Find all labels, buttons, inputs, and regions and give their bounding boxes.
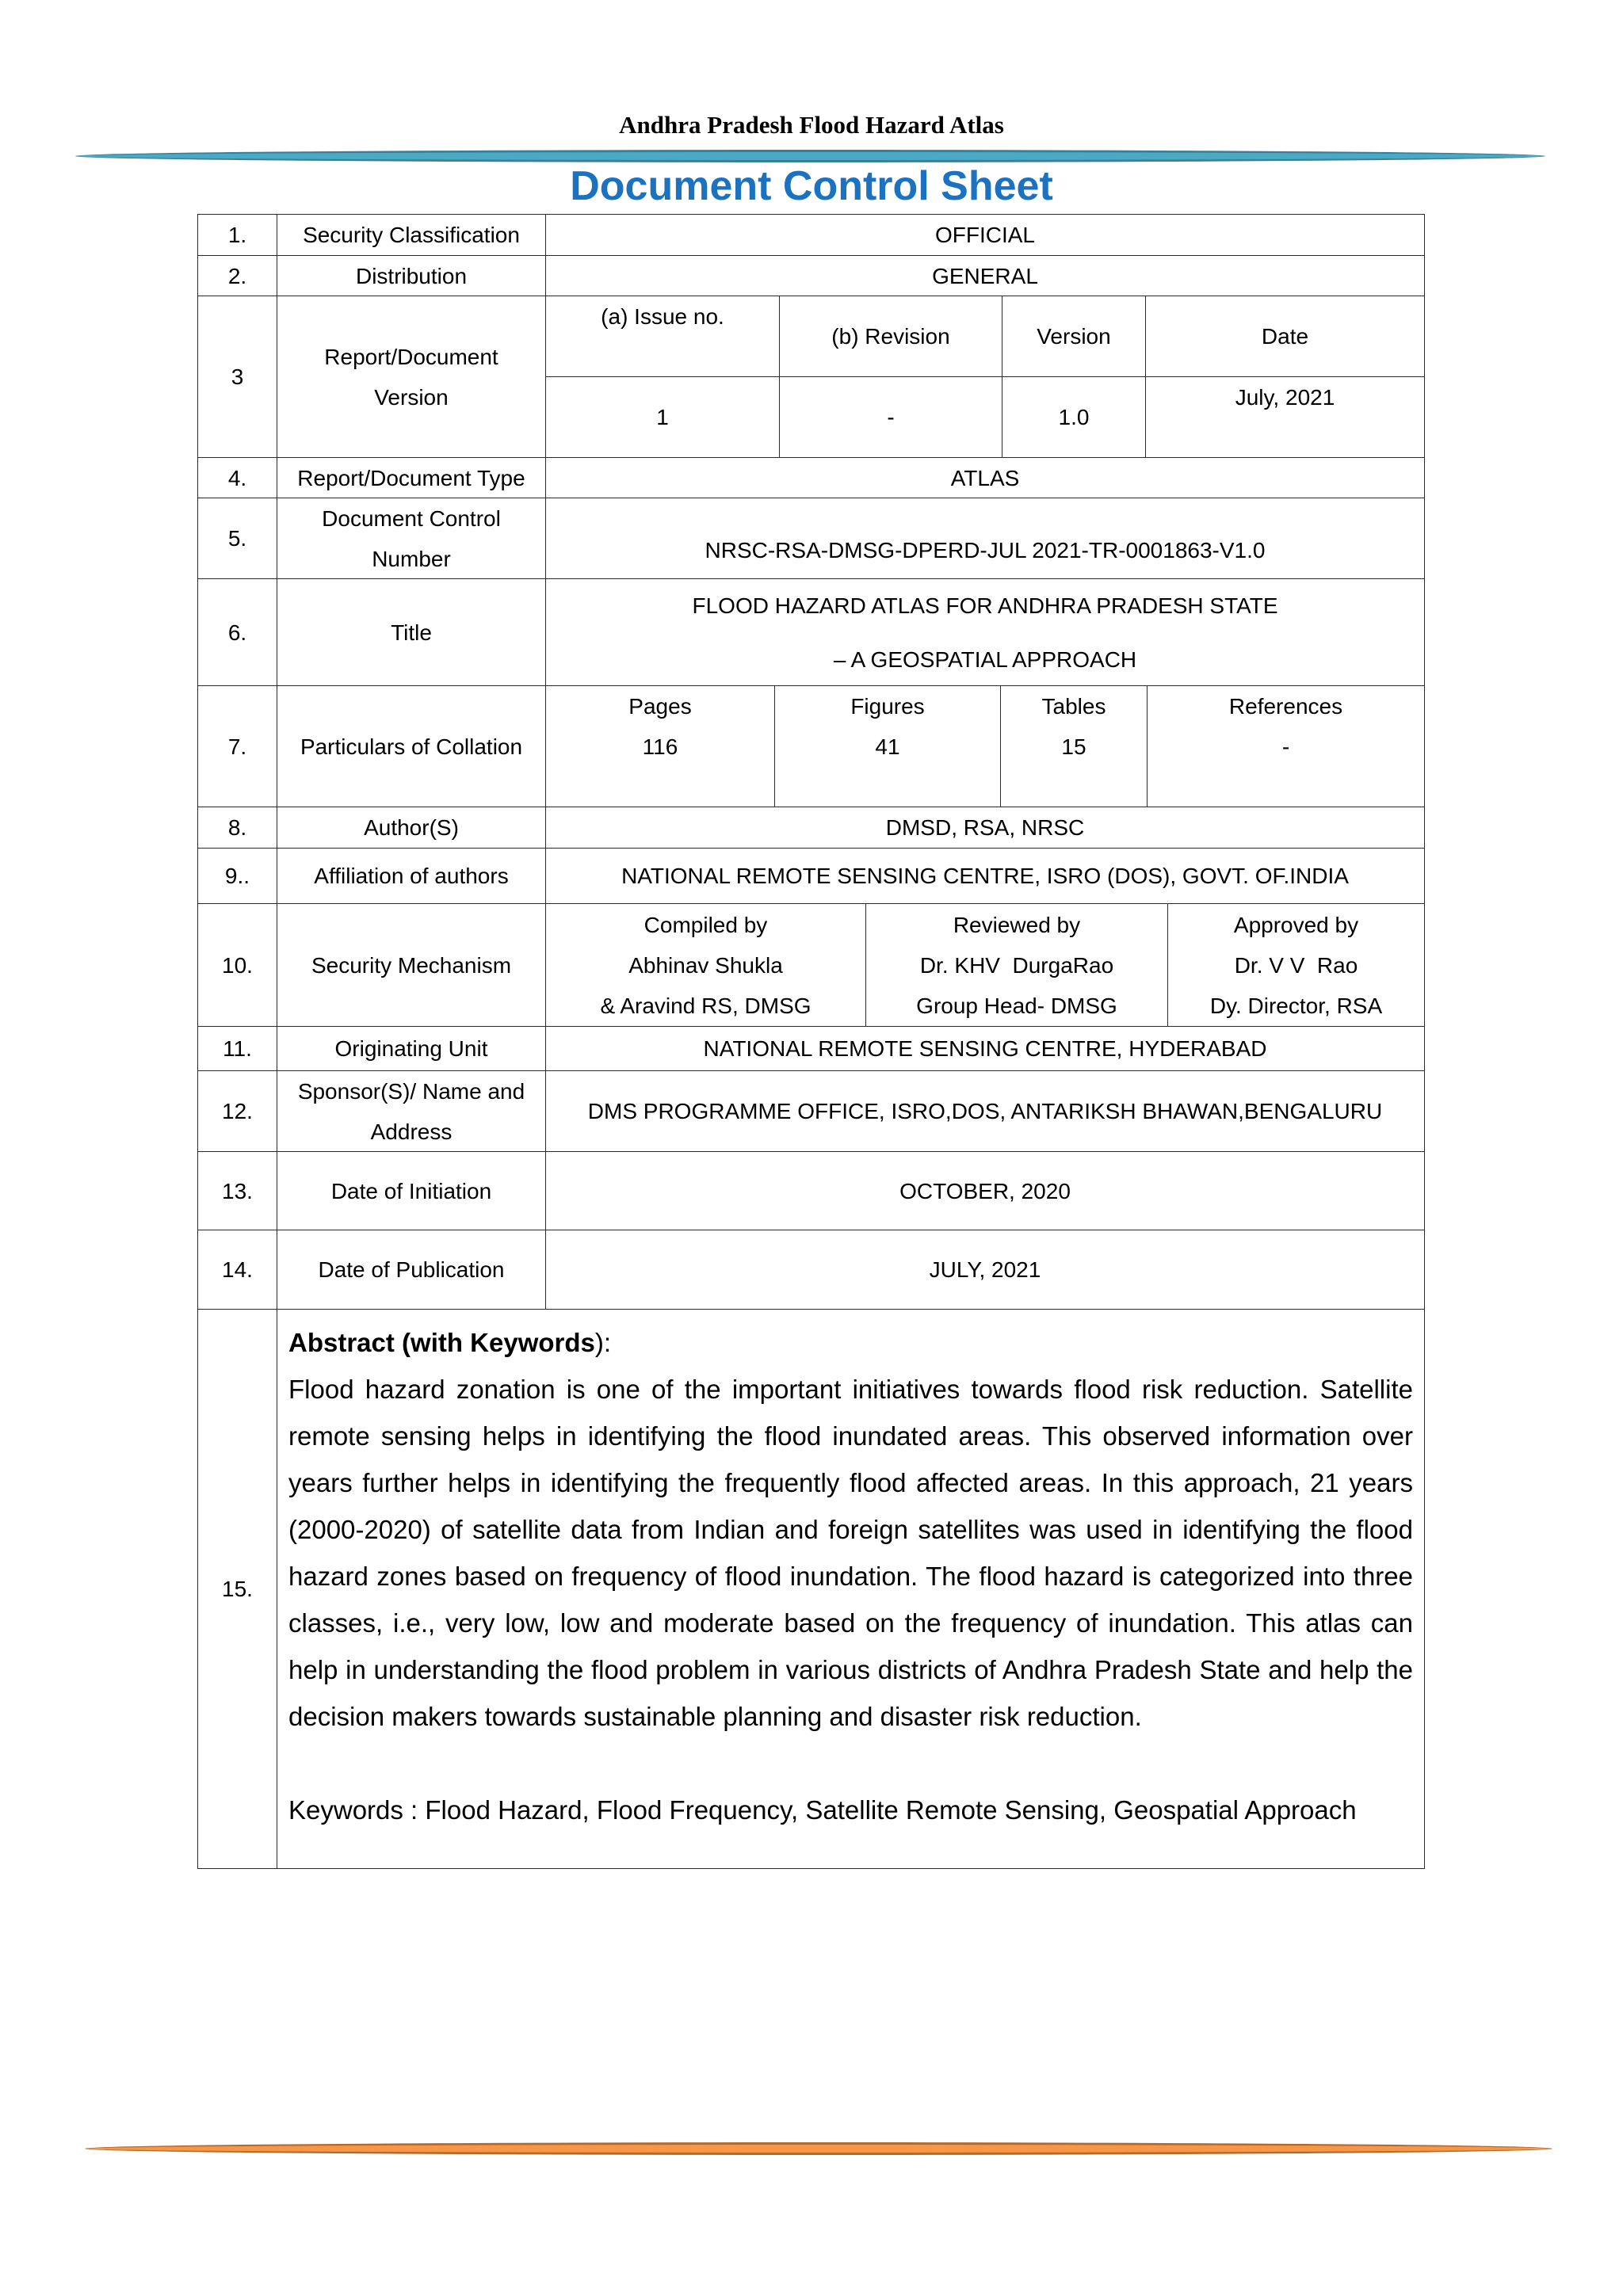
row-number: 11. (197, 1026, 277, 1071)
version-header: Version (1002, 296, 1146, 377)
reviewer-detail: Group Head- DMSG (916, 993, 1117, 1018)
authors-value: DMSD, RSA, NRSC (545, 807, 1425, 849)
row-label: Author(S) (277, 807, 546, 849)
row-number: 10. (197, 903, 277, 1027)
row-label (277, 1070, 546, 1152)
row-label-line: Address (370, 1119, 453, 1144)
date-of-initiation-value: OCTOBER, 2020 (545, 1151, 1425, 1230)
pages-value: 116 (642, 734, 678, 759)
tables-cell (1000, 685, 1148, 807)
abstract-heading-text: Abstract (with Keywords (288, 1328, 595, 1357)
row-number: 4. (197, 457, 277, 498)
tables-value: 15 (1061, 734, 1086, 759)
row-label-line: Document Control (322, 505, 501, 531)
row-label: Date of Publication (277, 1230, 546, 1310)
affiliation-value: NATIONAL REMOTE SENSING CENTRE, ISRO (DOS), GOVT. OF.INDIA (545, 848, 1425, 904)
row-number: 5. (197, 498, 277, 579)
security-classification-value: OFFICIAL (545, 214, 1425, 256)
figures-value: 41 (875, 734, 900, 759)
row-number: 13. (197, 1151, 277, 1230)
document-control-number-value: NRSC-RSA-DMSG-DPERD-JUL 2021-TR-0001863-V1.0 (545, 498, 1425, 579)
row-label: Report/Document Type (277, 457, 546, 498)
row-label: Distribution (277, 255, 546, 296)
row-label-line: Sponsor(S)/ Name and (297, 1078, 525, 1104)
abstract-text: Flood hazard zonation is one of the important initiatives towards flood risk reduction. Satellite remote sensing helps in identifying the flood inundated areas. This observed information over years further helps in identifying the frequently flood affected areas. In this approach, 21 years (2000-2020) of satellite data from Indian and foreign satellites was used in identifying the flood hazard zones based on frequency of flood inundation. The flood hazard is categorized into three classes, i.e., very low, low and moderate based on the frequency of inundation. This atlas can help in understanding the flood problem in various districts of Andhra Pradesh State and help the decision makers towards sustainable planning and disaster risk reduction. (288, 1375, 1413, 1731)
row-number: 7. (197, 685, 277, 807)
abstract-heading (288, 1319, 611, 1366)
revision-header: (b) Revision (779, 296, 1002, 377)
issue-no-header: (a) Issue no. (545, 296, 780, 377)
row-number: 15. (197, 1309, 277, 1869)
revision-value: - (779, 376, 1002, 458)
document-title-value (545, 578, 1425, 686)
row-number: 1. (197, 214, 277, 256)
title-line: – A GEOSPATIAL APPROACH (833, 647, 1137, 672)
row-number: 3 (197, 296, 277, 458)
approver-detail: Dy. Director, RSA (1209, 993, 1383, 1018)
figures-header: Figures (850, 694, 925, 719)
running-header: Andhra Pradesh Flood Hazard Atlas (619, 111, 1004, 139)
row-label-line: Report/Document (324, 344, 498, 369)
references-header: References (1228, 694, 1343, 719)
row-label (277, 296, 546, 458)
pages-header: Pages (628, 694, 692, 719)
compiler-detail: & Aravind RS, DMSG (600, 993, 812, 1018)
references-value: - (1281, 734, 1290, 759)
compiled-by-label: Compiled by (643, 912, 768, 937)
date-value: July, 2021 (1145, 376, 1425, 458)
reviewed-by-label: Reviewed by (953, 912, 1081, 937)
figures-cell (774, 685, 1001, 807)
pages-cell (545, 685, 775, 807)
row-number: 12. (197, 1070, 277, 1152)
row-number: 2. (197, 255, 277, 296)
row-label: Affiliation of authors (277, 848, 546, 904)
row-label (277, 498, 546, 579)
distribution-value: GENERAL (545, 255, 1425, 296)
compiled-by-cell (545, 903, 866, 1027)
document-type-value: ATLAS (545, 457, 1425, 498)
date-header: Date (1145, 296, 1425, 377)
row-label: Title (277, 578, 546, 686)
row-number: 14. (197, 1230, 277, 1310)
title-line: FLOOD HAZARD ATLAS FOR ANDHRA PRADESH STATE (692, 593, 1278, 618)
originating-unit-value: NATIONAL REMOTE SENSING CENTRE, HYDERABAD (545, 1026, 1425, 1071)
sponsor-value: DMS PROGRAMME OFFICE, ISRO,DOS, ANTARIKSH BHAWAN,BENGALURU (545, 1070, 1425, 1152)
abstract-heading-suffix: ): (594, 1328, 612, 1357)
footer-divider-bar (85, 2142, 1552, 2155)
abstract-cell (277, 1309, 1425, 1869)
version-value: 1.0 (1002, 376, 1146, 458)
row-label: Security Mechanism (277, 903, 546, 1027)
row-number: 8. (197, 807, 277, 849)
compiler-name: Abhinav Shukla (628, 952, 783, 978)
header-divider-bar (75, 150, 1545, 162)
tables-header: Tables (1041, 694, 1106, 719)
row-label: Date of Initiation (277, 1151, 546, 1230)
row-label-line: Version (374, 384, 449, 410)
approved-by-label: Approved by (1233, 912, 1359, 937)
row-number: 9.. (197, 848, 277, 904)
row-label: Security Classification (277, 214, 546, 256)
keywords-text: Keywords : Flood Hazard, Flood Frequency, Satellite Remote Sensing, Geospatial Approach (288, 1795, 1357, 1825)
row-number: 6. (197, 578, 277, 686)
row-label: Particulars of Collation (277, 685, 546, 807)
row-label-line: Number (372, 546, 451, 571)
approver-name: Dr. V V Rao (1234, 952, 1358, 978)
row-label: Originating Unit (277, 1026, 546, 1071)
issue-no-value: 1 (545, 376, 780, 458)
page-title: Document Control Sheet (570, 163, 1053, 209)
reviewed-by-cell (865, 903, 1168, 1027)
approved-by-cell (1167, 903, 1425, 1027)
date-of-publication-value: JULY, 2021 (545, 1230, 1425, 1310)
reviewer-name: Dr. KHV DurgaRao (919, 952, 1114, 978)
references-cell (1147, 685, 1425, 807)
